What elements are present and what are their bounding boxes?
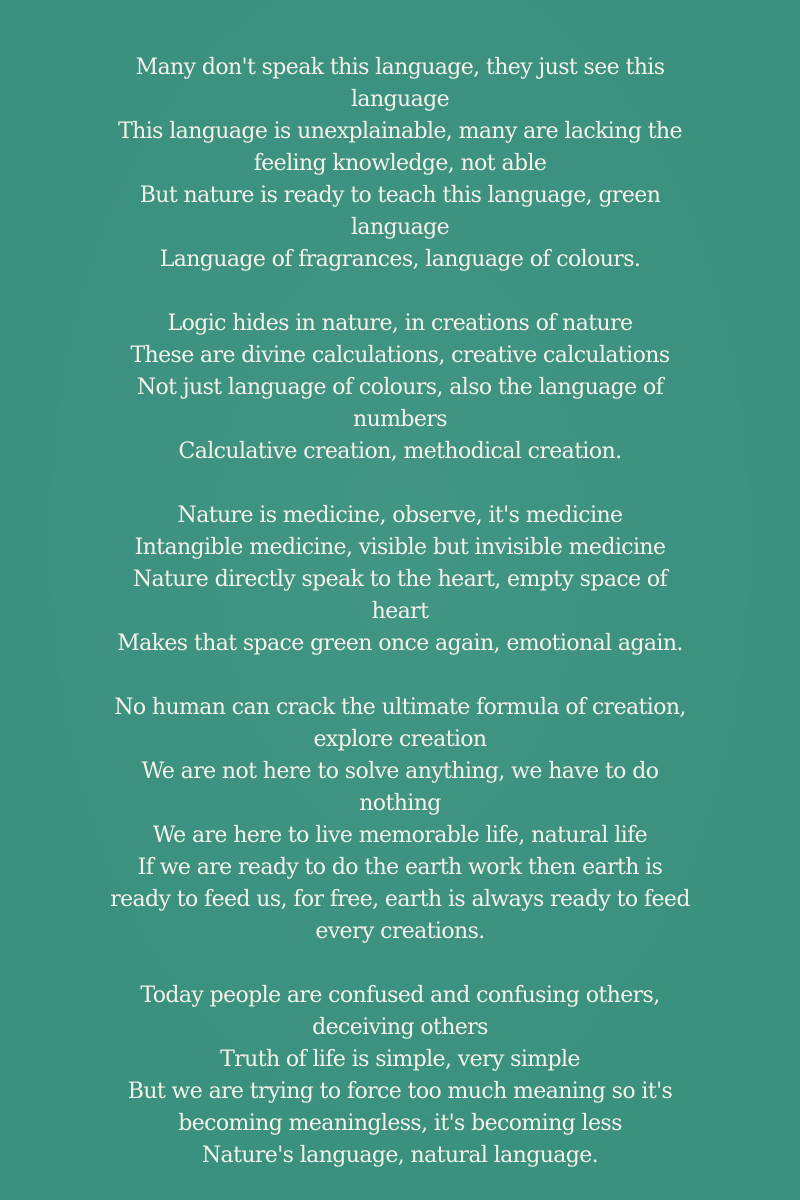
poem-line: We are not here to solve anything, we have to do nothing <box>141 759 659 816</box>
poem-line: These are divine calculations, creative calculations <box>130 343 670 368</box>
poem-line: Not just language of colours, also the language of numbers <box>136 375 664 432</box>
poem-line: Truth of life is simple, very simple <box>220 1047 580 1072</box>
stanza-4 <box>105 692 695 948</box>
poem-line: This language is unexplainable, many are lacking the feeling knowledge, not able <box>118 119 682 176</box>
poem-line: Many don't speak this language, they just see this language <box>135 55 665 112</box>
poem-line: Calculative creation, methodical creation. <box>178 439 622 464</box>
poem-line: We are here to live memorable life, natural life <box>152 823 648 848</box>
poem-line: Intangible medicine, visible but invisible medicine <box>134 535 666 560</box>
stanza-1 <box>105 52 695 276</box>
poem-line: But we are trying to force too much meaning so it's becoming meaningless, it's becoming less <box>127 1079 673 1136</box>
poem-line: Today people are confused and confusing others, deceiving others <box>140 983 660 1040</box>
poem-line: If we are ready to do the earth work then earth is ready to feed us, for free, earth is always ready to feed every creations. <box>110 855 690 944</box>
poem-line: Nature's language, natural language. <box>201 1143 599 1168</box>
poem-line: Nature directly speak to the heart, empty space of heart <box>132 567 668 624</box>
stanza-5 <box>105 980 695 1172</box>
stanza-3 <box>105 500 695 660</box>
stanza-2 <box>105 308 695 468</box>
poem-line: Logic hides in nature, in creations of nature <box>167 311 633 336</box>
poem-line: Language of fragrances, language of colours. <box>159 247 641 272</box>
poem-line: But nature is ready to teach this language, green language <box>139 183 661 240</box>
poem-line: Nature is medicine, observe, it's medicine <box>177 503 623 528</box>
poem-line: Makes that space green once again, emotional again. <box>117 631 683 656</box>
poem-line: No human can crack the ultimate formula of creation, explore creation <box>114 695 686 752</box>
